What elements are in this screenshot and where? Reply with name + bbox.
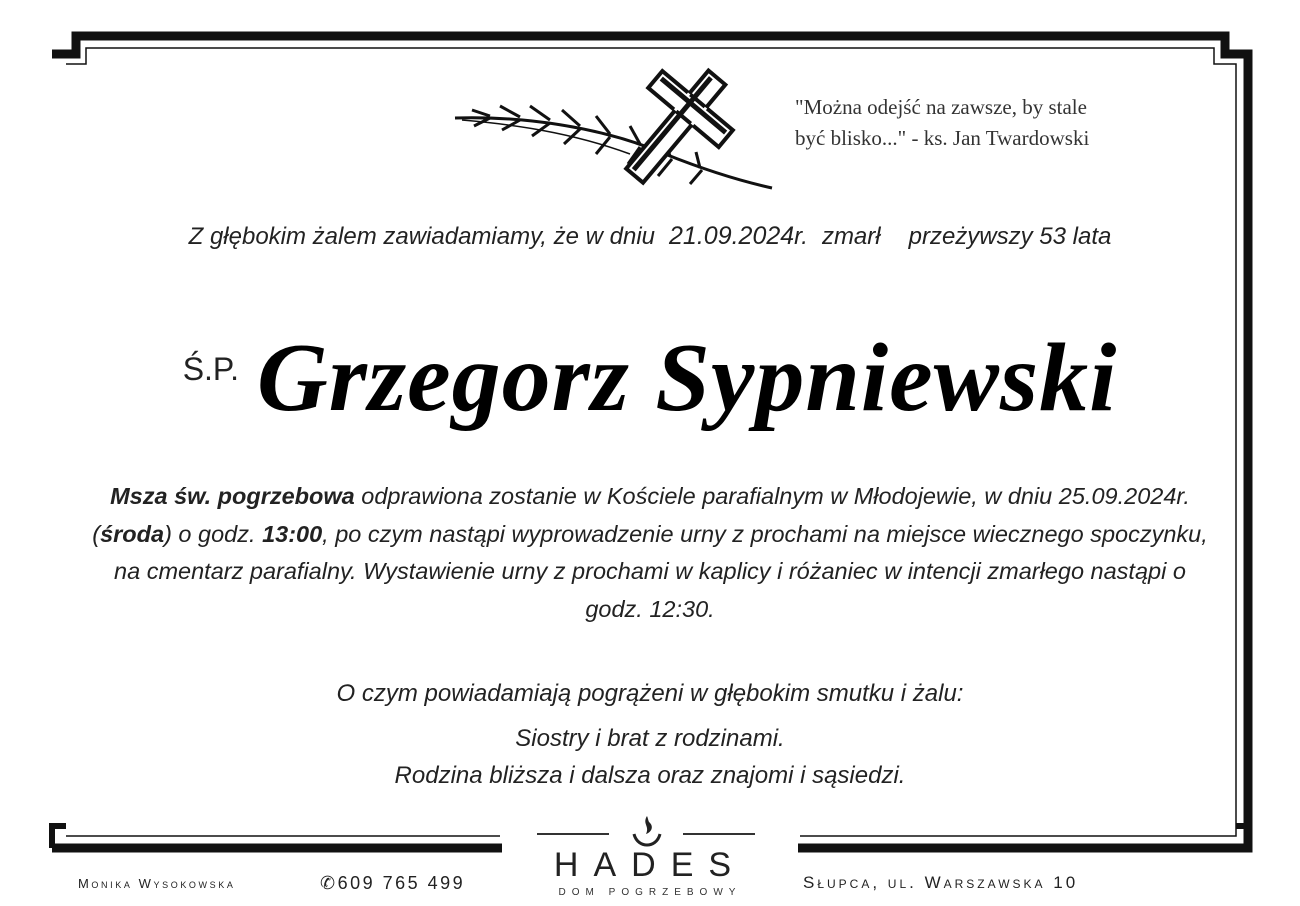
company-name: HADES — [553, 846, 747, 884]
announcement-line — [0, 222, 1300, 251]
phone-icon: ✆ — [320, 873, 338, 893]
closing-line-3: Rodzina bliższa i dalsza oraz znajomi i sąsiedzi. — [394, 762, 906, 789]
contact-name: Monika Wysokowska — [78, 876, 236, 891]
quote-line-2: być blisko..." - ks. Jan Twardowski — [795, 126, 1090, 150]
flame-icon — [630, 812, 664, 848]
funeral-text-1: odprawiona zostanie w Kościele parafialnym w Młodojewie, w dniu 25.09.2024r. ( — [92, 483, 1190, 547]
funeral-details — [88, 478, 1212, 628]
deceased-prefix: Ś.P. — [182, 351, 240, 387]
phone-text: 609 765 499 — [337, 873, 466, 893]
quote-line-1: "Można odejść na zawsze, by stale — [795, 95, 1087, 119]
funeral-text-2: ) o godz. — [164, 520, 263, 547]
age-text: przeżywszy 53 lata — [908, 223, 1112, 250]
date-suffix: r. — [794, 223, 808, 250]
mass-label: Msza św. pogrzebowa — [110, 483, 355, 509]
funeral-text-3: , po czym nastąpi wyprowadzenie urny z prochami na miejsce wiecznego spoczynku, na cmentarz parafialny. Wystawienie urny z prochami w kaplicy i różaniec w intencji zmarłego nastąpi o godz. 12:30. — [114, 520, 1208, 622]
company-address: Słupca, ul. Warszawska 10 — [803, 873, 1079, 892]
closing-line-2: Siostry i brat z rodzinami. — [515, 725, 785, 752]
deceased-name: Grzegorz Sypniewski — [257, 324, 1118, 432]
closing-line-1: O czym powiadamiają pogrążeni w głębokim smutku i żalu: — [336, 680, 964, 707]
company-subtitle: DOM POGRZEBOWY — [558, 887, 742, 898]
death-date: 21.09.2024 — [669, 222, 795, 250]
logo-line-left — [537, 833, 609, 835]
quote — [795, 92, 1215, 154]
funeral-weekday: środa — [100, 520, 165, 547]
announcement-intro: Z głębokim żalem zawiadamiamy, że w dniu — [188, 223, 656, 250]
deceased-row — [0, 322, 1300, 434]
cross-with-palm-icon — [450, 66, 780, 196]
closing-block — [0, 676, 1300, 794]
logo-line-right — [683, 833, 755, 835]
funeral-time: 13:00 — [262, 520, 323, 547]
announcement-verb: zmarł — [821, 223, 881, 250]
phone-number — [320, 873, 465, 894]
